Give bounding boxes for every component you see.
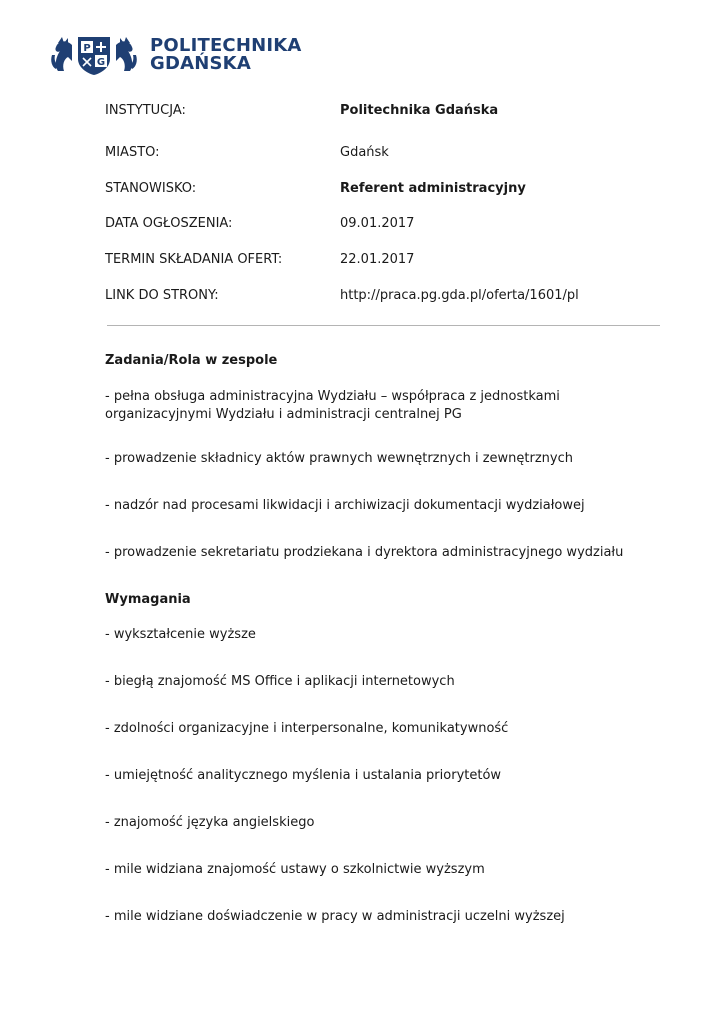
info-row-position (105, 180, 665, 198)
info-row-link (105, 287, 665, 305)
info-value: 22.01.2017 (340, 252, 415, 267)
griffin-crest-icon (50, 35, 138, 75)
info-row-deadline (105, 251, 665, 269)
duties-heading: Zadania/Rola w zespole (105, 353, 278, 368)
requirement-item: - znajomość języka angielskiego (105, 815, 315, 830)
offer-link[interactable]: http://praca.pg.gda.pl/oferta/1601/pl (340, 288, 579, 303)
info-label: INSTYTUCJA: (105, 103, 186, 118)
logo-line-1: POLITECHNIKA (150, 35, 302, 56)
info-row-posting-date (105, 215, 665, 233)
requirement-item: - zdolności organizacyjne i interpersonalne, komunikatywność (105, 721, 509, 736)
university-logo (50, 34, 302, 76)
emblem-letter-g: G (96, 57, 106, 68)
info-value: Gdańsk (340, 145, 389, 160)
logo-wordmark (150, 37, 302, 73)
requirements-heading: Wymagania (105, 592, 191, 607)
info-row-institution (105, 102, 665, 120)
info-value: 09.01.2017 (340, 216, 415, 231)
requirement-item: - wykształcenie wyższe (105, 627, 256, 642)
requirement-item: - mile widziane doświadczenie w pracy w administracji uczelni wyższej (105, 909, 565, 924)
info-label: STANOWISKO: (105, 181, 197, 196)
duty-item: - prowadzenie sekretariatu prodziekana i dyrektora administracyjnego wydziału (105, 545, 624, 560)
info-value: Referent administracyjny (340, 181, 526, 196)
info-label: TERMIN SKŁADANIA OFERT: (105, 252, 283, 267)
requirement-item: - mile widziana znajomość ustawy o szkolnictwie wyższym (105, 862, 485, 877)
info-value: Politechnika Gdańska (340, 103, 499, 118)
section-divider (107, 325, 660, 326)
duty-item: - pełna obsługa administracyjna Wydziału – współpraca z jednostkami organizacyjnymi Wydziału i administracji centralnej PG (105, 389, 560, 422)
emblem-letter-p: P (83, 43, 91, 54)
info-row-city (105, 144, 665, 162)
logo-line-2: GDAŃSKA (150, 53, 251, 74)
info-label: MIASTO: (105, 145, 160, 160)
duty-item: - prowadzenie składnicy aktów prawnych wewnętrznych i zewnętrznych (105, 451, 573, 466)
info-label: DATA OGŁOSZENIA: (105, 216, 233, 231)
requirement-item: - biegłą znajomość MS Office i aplikacji internetowych (105, 674, 455, 689)
duty-item: - nadzór nad procesami likwidacji i archiwizacji dokumentacji wydziałowej (105, 498, 585, 513)
requirement-item: - umiejętność analitycznego myślenia i ustalania priorytetów (105, 768, 502, 783)
info-label: LINK DO STRONY: (105, 288, 219, 303)
